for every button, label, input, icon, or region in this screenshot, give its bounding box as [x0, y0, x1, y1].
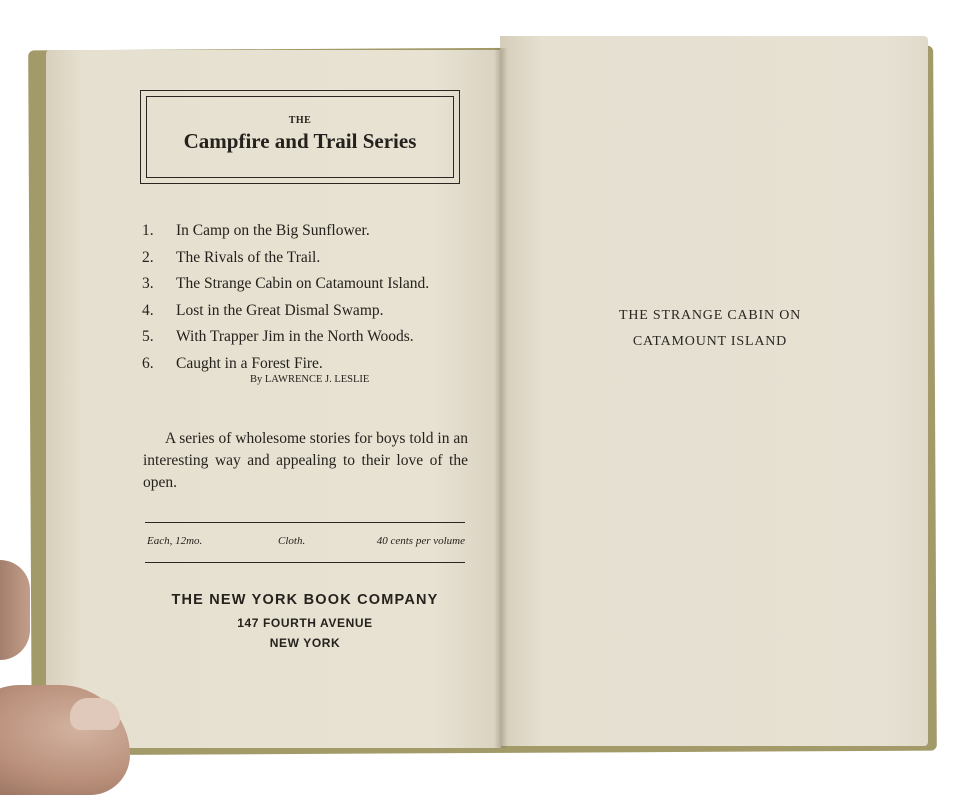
book-number: 6.: [142, 354, 154, 372]
series-description: A series of wholesome stories for boys told in an interesting way and appealing to their love of the open.: [143, 430, 468, 491]
book-title: Caught in a Forest Fire.: [176, 354, 323, 372]
price-line: [145, 535, 465, 553]
book-number: 5.: [142, 328, 154, 345]
publisher-name: THE NEW YORK BOOK COMPANY: [171, 592, 439, 608]
holding-finger: [0, 560, 30, 660]
list-item: [142, 298, 472, 325]
author-credit: By LAWRENCE J. LESLIE: [250, 374, 370, 385]
half-title-line-2: CATAMOUNT ISLAND: [632, 334, 788, 349]
list-item: [142, 324, 472, 351]
divider-bottom: [145, 562, 465, 563]
series-heading: Campfire and Trail Series: [183, 129, 417, 153]
book-title: The Strange Cabin on Catamount Island.: [176, 275, 430, 292]
book-gutter: [494, 48, 508, 748]
book-title: Lost in the Great Dismal Swamp.: [176, 301, 384, 319]
price-size: Each, 12mo.: [147, 535, 203, 547]
series-heading-small: THE: [288, 115, 312, 126]
book-title: With Trapper Jim in the North Woods.: [176, 328, 414, 345]
book-number: 2.: [142, 248, 154, 266]
book-title: In Camp on the Big Sunflower.: [176, 222, 370, 239]
book-list: [142, 218, 472, 377]
price-cost: 40 cents per volume: [376, 535, 465, 547]
list-item: [142, 218, 472, 245]
publisher-address: 147 FOURTH AVENUE: [237, 616, 373, 630]
book-number: 1.: [142, 222, 154, 239]
publisher-city: NEW YORK: [269, 636, 341, 650]
thumbnail-nail: [70, 698, 120, 730]
divider-top: [145, 522, 465, 523]
list-item: [142, 245, 472, 272]
book-title: The Rivals of the Trail.: [176, 248, 321, 266]
series-title-frame: [140, 90, 460, 184]
book-number: 4.: [142, 301, 154, 319]
right-page: [500, 36, 928, 746]
list-item: [142, 271, 472, 298]
half-title-line-1: THE STRANGE CABIN ON: [618, 308, 802, 323]
book-number: 3.: [142, 275, 154, 292]
price-binding: Cloth.: [278, 535, 306, 547]
